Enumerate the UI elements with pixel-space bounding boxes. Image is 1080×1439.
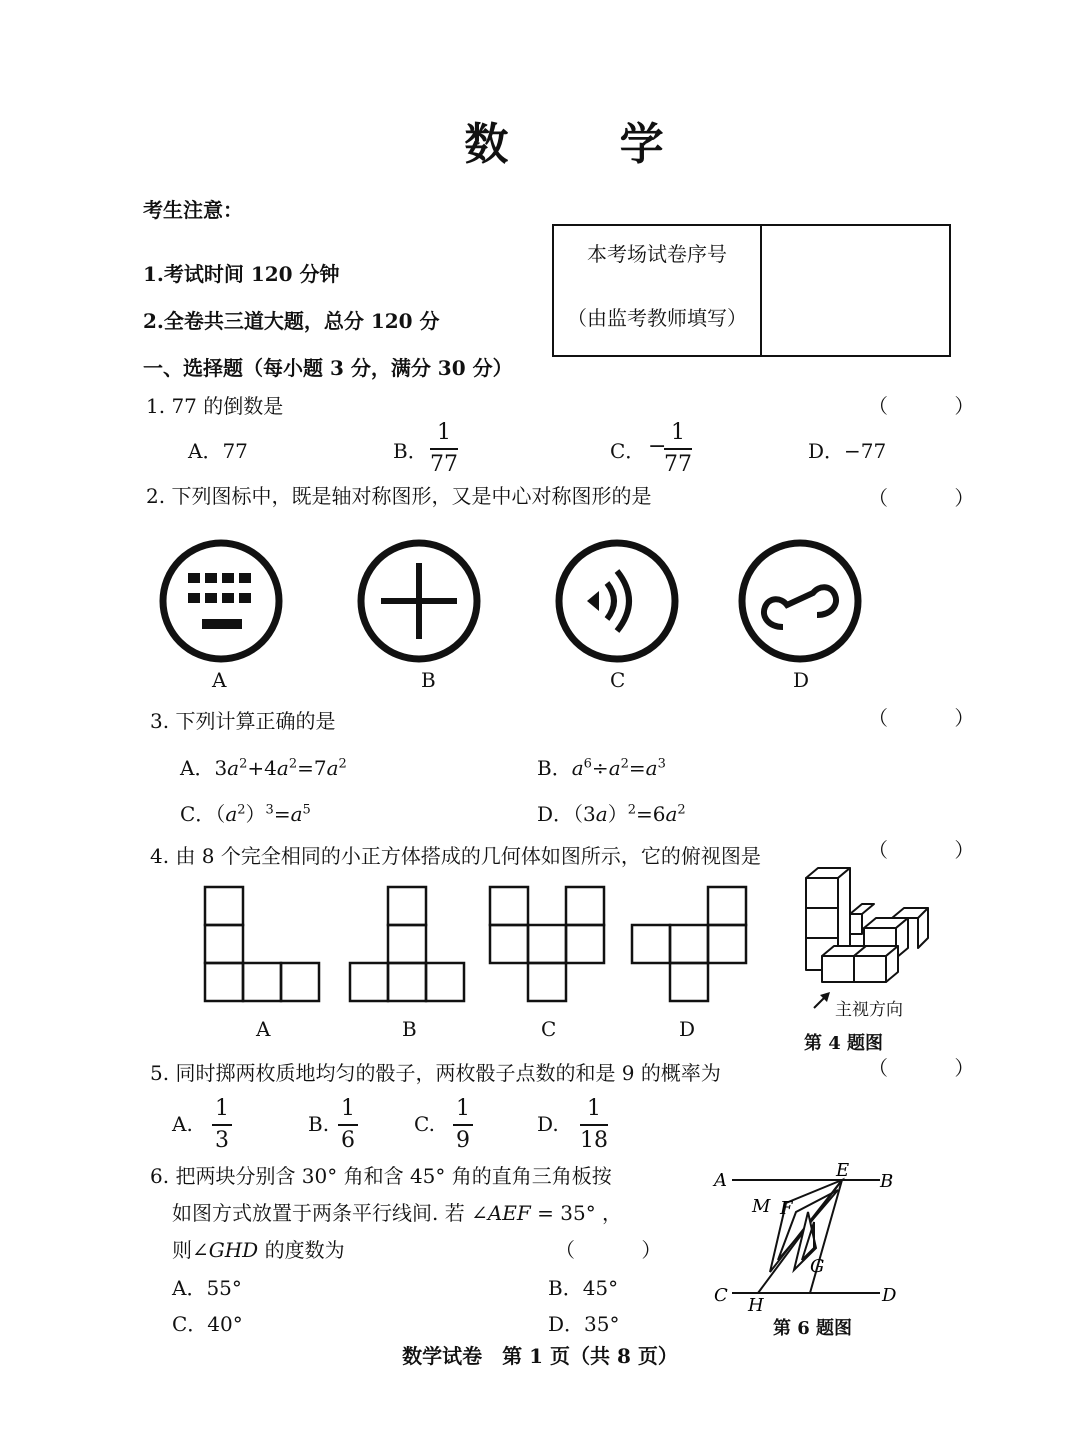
q5-b-numerator: 1 <box>338 1094 358 1126</box>
q5-a-numerator: 1 <box>212 1094 232 1126</box>
view-direction-arrow <box>814 992 830 1008</box>
q3-answer-paren: （ ） <box>868 706 1005 730</box>
q6-line-3: 则∠GHD 的度数为 <box>172 1238 345 1262</box>
point-b: B <box>880 1171 894 1192</box>
note-1: 1.考试时间 120 分钟 <box>143 262 340 286</box>
plus-icon <box>361 543 477 659</box>
q5-a-denominator: 3 <box>215 1128 229 1153</box>
q1-b-denominator: 77 <box>430 452 458 477</box>
q2-label-b: B <box>421 668 436 692</box>
q4-stem: 4. 由 8 个完全相同的小正方体搭成的几何体如图所示，它的俯视图是 <box>150 844 761 868</box>
point-h: H <box>748 1295 764 1315</box>
q5-option-a-label: A. <box>172 1112 193 1136</box>
q6-option-c: C．40° <box>172 1312 243 1336</box>
keyboard-icon <box>163 543 279 659</box>
seat-box-divider <box>760 226 762 355</box>
q1-answer-paren: （ ） <box>868 394 1005 418</box>
q5-d-denominator: 18 <box>580 1128 608 1153</box>
point-c: C <box>714 1285 728 1306</box>
q4-label-c: C <box>541 1017 557 1041</box>
signal-icon <box>559 543 675 659</box>
q5-b-denominator: 6 <box>341 1128 355 1153</box>
point-d: D <box>882 1285 897 1306</box>
q4-view-a <box>205 887 319 1001</box>
q4-label-d: D <box>679 1017 696 1041</box>
q6-option-d: D．35° <box>548 1312 620 1336</box>
q6-geometry-figure <box>710 1160 910 1315</box>
page-title: 数 学 <box>464 119 712 170</box>
q4-answer-paren: （ ） <box>868 838 1005 862</box>
q6-line-1: 6. 把两块分别含 30° 角和含 45° 角的直角三角板按 <box>150 1164 612 1188</box>
q1-c-sign: − <box>648 434 667 459</box>
q5-answer-paren: （ ） <box>868 1056 1005 1080</box>
q3-option-c: C．$(a^2)^3=a^5$ <box>180 802 311 826</box>
q6-line-2: 如图方式放置于两条平行线间. 若 ∠AEF = 35° ， <box>172 1201 623 1225</box>
q5-option-a-fraction <box>212 1094 232 1156</box>
q1-option-d: D．−77 <box>808 439 887 463</box>
seat-box-label: 本考场试卷序号 <box>587 242 727 266</box>
q4-view-d <box>632 887 746 1001</box>
q3-option-d: D．$(3a)^2=6a^2$ <box>537 802 686 826</box>
q4-label-a: A <box>256 1017 271 1041</box>
q1-option-c-label: C． <box>610 439 646 463</box>
point-g: G <box>810 1256 825 1277</box>
q1-option-b-fraction <box>430 418 458 480</box>
q4-top-views <box>195 880 760 1010</box>
point-a: A <box>714 1170 727 1191</box>
seat-number-box <box>552 224 951 357</box>
q5-d-numerator: 1 <box>580 1094 608 1126</box>
q4-caption: 第 4 题图 <box>804 1033 884 1054</box>
q2-stem: 2. 下列图标中，既是轴对称图形，又是中心对称图形的是 <box>146 484 652 508</box>
q5-option-c-fraction <box>453 1094 473 1156</box>
q2-answer-paren: （ ） <box>868 486 1005 510</box>
q2-label-d: D <box>793 668 810 692</box>
q1-option-b-label: B． <box>393 439 428 463</box>
q1-c-numerator: 1 <box>664 418 692 450</box>
q5-c-denominator: 9 <box>456 1128 470 1153</box>
q5-option-d-fraction <box>580 1094 608 1156</box>
q2-label-c: C <box>610 668 626 692</box>
q2-label-a: A <box>212 668 227 692</box>
q1-c-denominator: 77 <box>664 452 692 477</box>
q4-label-b: B <box>402 1017 417 1041</box>
q3-stem: 3. 下列计算正确的是 <box>150 709 336 733</box>
notice-label: 考生注意： <box>143 198 243 222</box>
q6-option-a: A．55° <box>172 1276 242 1300</box>
seat-box-note: （由监考教师填写） <box>567 306 747 330</box>
q5-option-d-label: D. <box>537 1112 559 1136</box>
point-e: E <box>836 1160 850 1181</box>
q5-option-b-label: B. <box>308 1112 330 1136</box>
q6-answer-paren: （ ） <box>555 1238 692 1262</box>
page-footer: 数学试卷 第 1 页（共 8 页） <box>402 1344 678 1368</box>
point-m: M <box>752 1196 771 1217</box>
q1-b-numerator: 1 <box>430 418 458 450</box>
note-2: 2.全卷共三道大题，总分 120 分 <box>143 309 440 333</box>
q3-option-a: A．$3a^2+4a^2=7a^2$ <box>180 756 347 780</box>
q1-stem: 1. 77 的倒数是 <box>146 394 284 418</box>
mini-program-icon <box>742 543 858 659</box>
q5-c-numerator: 1 <box>453 1094 473 1126</box>
q5-option-b-fraction <box>338 1094 358 1156</box>
q6-caption: 第 6 题图 <box>773 1318 853 1339</box>
q3-option-b: B．$a^6\div a^2=a^3$ <box>537 756 666 780</box>
q5-stem: 5. 同时掷两枚质地均匀的骰子，两枚骰子点数的和是 9 的概率为 <box>150 1061 721 1085</box>
q4-view-b <box>350 887 464 1001</box>
q1-option-c-fraction <box>664 418 692 480</box>
point-f: F <box>780 1198 793 1219</box>
q4-view-c <box>490 887 604 1001</box>
section-title: 一、选择题（每小题 3 分，满分 30 分） <box>143 356 513 380</box>
q2-icons <box>155 535 915 670</box>
q4-view-direction: 主视方向 <box>835 1000 903 1020</box>
q6-option-b: B．45° <box>548 1276 619 1300</box>
q1-option-a: A．77 <box>188 439 248 463</box>
q5-option-c-label: C. <box>414 1112 435 1136</box>
